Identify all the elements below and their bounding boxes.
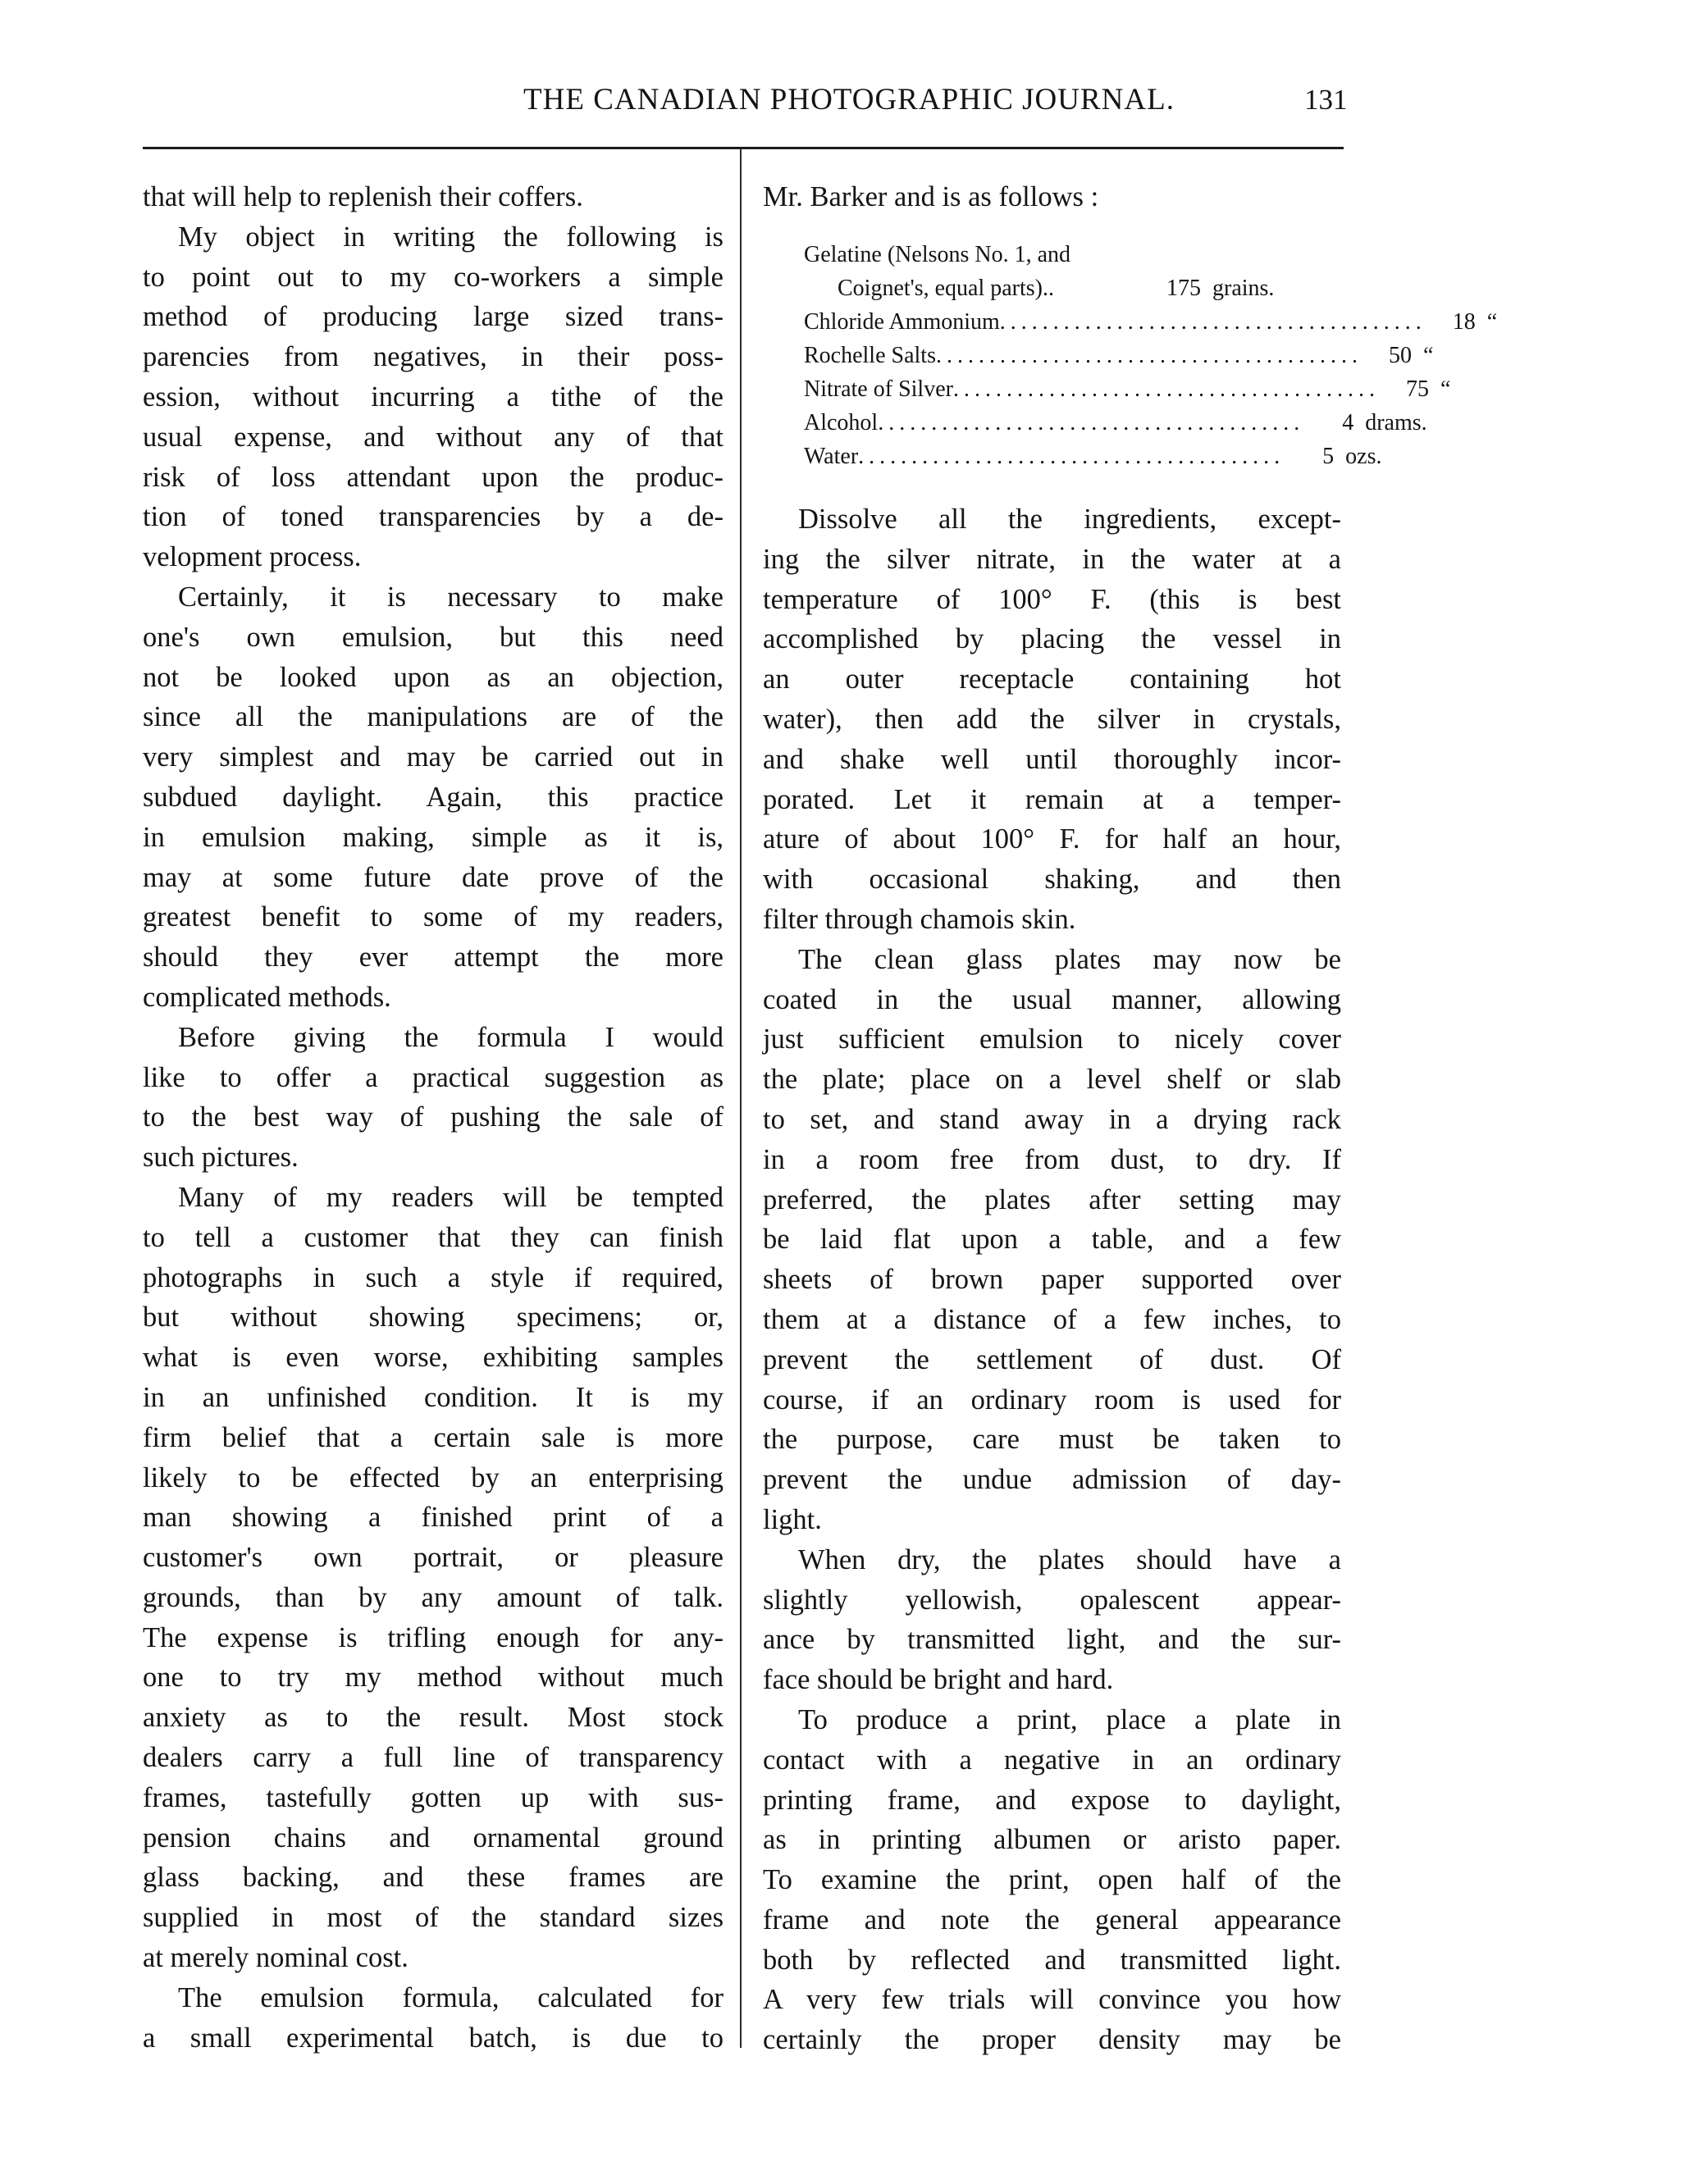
dot-leader: ........................................ (858, 444, 1285, 469)
ingredient-amount: 50 (1388, 343, 1412, 368)
text-line: like to offer a practical suggestion as (143, 1061, 723, 1093)
text-line: frames, tastefully gotten up with sus- (143, 1781, 723, 1813)
text-line: anxiety as to the result. Most stock (143, 1702, 723, 1734)
text-line: an outer receptacle containing hot (763, 663, 1341, 695)
dot-leader: ........................................ (952, 376, 1380, 402)
right-column-intro (763, 177, 1341, 217)
text-line: course, if an ordinary room is used for (763, 1384, 1341, 1416)
ingredient-unit: ozs. (1345, 444, 1382, 469)
text-line: firm belief that a certain sale is more (143, 1421, 723, 1453)
text-line: ing the silver nitrate, in the water at a (763, 543, 1341, 575)
paragraph (143, 577, 723, 1018)
ingredient-unit: “ (1486, 309, 1498, 335)
journal-title: THE CANADIAN PHOTOGRAPHIC JOURNAL. (523, 83, 1175, 116)
text-line: printing frame, and expose to daylight, (763, 1784, 1341, 1816)
text-line: and shake well until thoroughly incor- (763, 743, 1341, 775)
text-line: slightly yellowish, opalescent appear- (763, 1584, 1341, 1616)
text-line: porated. Let it remain at a temper- (763, 783, 1341, 815)
dot-leader: ........................................ (935, 343, 1363, 368)
text-line: parencies from negatives, in their poss- (143, 341, 723, 373)
text-line: risk of loss attendant upon the produc- (143, 461, 723, 493)
left-column (143, 177, 723, 2058)
text-line: Before giving the formula I would (178, 1021, 723, 1053)
text-line: in a room free from dust, to dry. If (763, 1143, 1341, 1175)
right-column (763, 499, 1341, 2060)
text-line: both by reflected and transmitted light. (763, 1944, 1341, 1976)
text-line: prevent the settlement of dust. Of (763, 1343, 1341, 1375)
text-line: to set, and stand away in a drying rack (763, 1103, 1341, 1135)
text-line: ance by transmitted light, and the sur- (763, 1624, 1341, 1656)
text-line: A very few trials will convince you how (763, 1984, 1341, 2016)
text-line: ature of about 100° F. for half an hour, (763, 823, 1341, 855)
text-line: greatest benefit to some of my readers, (143, 901, 723, 933)
text-line: at merely nominal cost. (143, 1942, 409, 1974)
text-line: to the best way of pushing the sale of (143, 1101, 723, 1133)
ingredient-name: Coignet's, equal parts).. (838, 276, 1054, 301)
text-line: frame and note the general appearance (763, 1904, 1341, 1936)
formula-row (804, 406, 1427, 440)
text-line: with occasional shaking, and then (763, 864, 1341, 896)
text-line: sheets of brown paper supported over (763, 1264, 1341, 1296)
ingredient-name: Gelatine (Nelsons No. 1, and (804, 242, 1071, 267)
text-line: glass backing, and these frames are (143, 1862, 723, 1894)
dot-leader: ........................................ (999, 309, 1426, 335)
formula-row (804, 372, 1451, 406)
text-line: dealers carry a full line of transparency (143, 1742, 723, 1774)
text-line: likely to be effected by an enterprising (143, 1461, 723, 1493)
formula-row (804, 271, 1304, 305)
text-line: be laid flat upon a table, and a few (763, 1224, 1341, 1256)
ingredient-name: Alcohol (804, 410, 879, 435)
paragraph (763, 940, 1341, 1540)
text-line: not be looked upon as an objection, (143, 661, 723, 693)
text-line: ession, without incurring a tithe of the (143, 381, 723, 413)
text-line: method of producing large sized trans- (143, 301, 723, 333)
text-line: The clean glass plates may now be (798, 943, 1341, 975)
text-line: but without showing specimens; or, (143, 1302, 723, 1334)
ingredient-amount: 75 (1405, 376, 1429, 402)
text-line: Mr. Barker and is as follows : (763, 181, 1099, 212)
paragraph (763, 499, 1341, 940)
text-line: subdued daylight. Again, this practice (143, 781, 723, 813)
text-line: may at some future date prove of the (143, 861, 723, 893)
text-line: that will help to replenish their coffers. (143, 181, 583, 212)
text-line: face should be bright and hard. (763, 1664, 1114, 1696)
text-line: such pictures. (143, 1142, 299, 1174)
text-line: supplied in most of the standard sizes (143, 1902, 723, 1934)
paragraph (143, 217, 723, 577)
text-line: usual expense, and without any of that (143, 421, 723, 453)
text-line: customer's own portrait, or pleasure (143, 1542, 723, 1574)
text-line: the plate; place on a level shelf or slab (763, 1064, 1341, 1096)
formula-row (804, 440, 1382, 473)
text-line: Many of my readers will be tempted (178, 1181, 723, 1213)
text-line: one to try my method without much (143, 1662, 723, 1694)
text-line: photographs in such a style if required, (143, 1261, 723, 1293)
ingredient-name: Chloride Ammonium (804, 309, 1000, 335)
text-line: to point out to my co-workers a simple (143, 261, 723, 293)
text-line: My object in writing the following is (178, 221, 723, 253)
text-line: contact with a negative in an ordinary (763, 1744, 1341, 1776)
text-line: just sufficient emulsion to nicely cover (763, 1024, 1341, 1056)
text-line: To produce a print, place a plate in (798, 1703, 1341, 1735)
text-line: The expense is trifling enough for any- (143, 1621, 723, 1653)
text-line: the purpose, care must be taken to (763, 1424, 1341, 1456)
text-line: temperature of 100° F. (this is best (763, 583, 1341, 615)
ingredient-name: Rochelle Salts (804, 343, 936, 368)
text-line: since all the manipulations are of the (143, 701, 723, 733)
text-line: velopment process. (143, 541, 362, 573)
text-line: preferred, the plates after setting may (763, 1183, 1341, 1215)
text-line: light. (763, 1503, 822, 1535)
text-line: filter through chamois skin. (763, 903, 1076, 935)
text-line: them at a distance of a few inches, to (763, 1303, 1341, 1335)
formula-table (804, 238, 1498, 473)
text-line: When dry, the plates should have a (798, 1543, 1341, 1575)
text-line: should they ever attempt the more (143, 942, 723, 973)
text-line: one's own emulsion, but this need (143, 621, 723, 653)
formula-row (804, 305, 1498, 339)
text-line: to tell a customer that they can finish (143, 1221, 723, 1253)
text-line: in an unfinished condition. It is my (143, 1381, 723, 1413)
page-number: 131 (1304, 84, 1348, 116)
column-divider (740, 149, 742, 2048)
text-line: prevent the undue admission of day- (763, 1464, 1341, 1496)
paragraph (143, 1978, 723, 2059)
ingredient-unit: grains. (1212, 276, 1275, 301)
ingredient-name: Nitrate of Silver (804, 376, 953, 402)
text-line: grounds, than by any amount of talk. (143, 1581, 723, 1613)
ingredient-unit: drams. (1365, 410, 1427, 435)
ingredient-amount: 18 (1452, 309, 1476, 335)
paragraph (763, 1700, 1341, 2060)
dot-leader (1054, 271, 1152, 305)
ingredient-amount: 5 (1322, 444, 1335, 469)
text-line: To examine the print, open half of the (763, 1864, 1341, 1896)
ingredient-unit: “ (1422, 343, 1434, 368)
header-rule (143, 147, 1344, 149)
ingredient-amount: 4 (1342, 410, 1354, 435)
ingredient-amount: 175 (1166, 276, 1201, 301)
text-line: coated in the usual manner, allowing (763, 983, 1341, 1015)
text-line: a small experimental batch, is due to (143, 2022, 723, 2054)
text-line: complicated methods. (143, 981, 391, 1013)
text-line: accomplished by placing the vessel in (763, 623, 1341, 655)
text-line: The emulsion formula, calculated for (178, 1981, 723, 2013)
text-line: in emulsion making, simple as it is, (143, 821, 723, 853)
paragraph (143, 1178, 723, 1978)
text-line: Dissolve all the ingredients, except- (798, 504, 1341, 535)
text-line: tion of toned transparencies by a de- (143, 501, 723, 533)
text-line: as in printing albumen or aristo paper. (763, 1824, 1341, 1856)
ingredient-name: Water (804, 444, 859, 469)
ingredient-unit: “ (1440, 376, 1451, 402)
formula-row (804, 339, 1434, 372)
text-line: Certainly, it is necessary to make (178, 581, 723, 613)
text-line: water), then add the silver in crystals, (763, 703, 1341, 735)
text-line: man showing a finished print of a (143, 1502, 723, 1534)
text-line: certainly the proper density may be (763, 2024, 1341, 2056)
dot-leader: ........................................ (878, 410, 1305, 435)
formula-row (804, 238, 1304, 271)
paragraph (143, 1018, 723, 1178)
paragraph (763, 1540, 1341, 1700)
text-line: very simplest and may be carried out in (143, 741, 723, 773)
text-line: what is even worse, exhibiting samples (143, 1342, 723, 1374)
paragraph (143, 177, 723, 217)
text-line: pension chains and ornamental ground (143, 1822, 723, 1853)
